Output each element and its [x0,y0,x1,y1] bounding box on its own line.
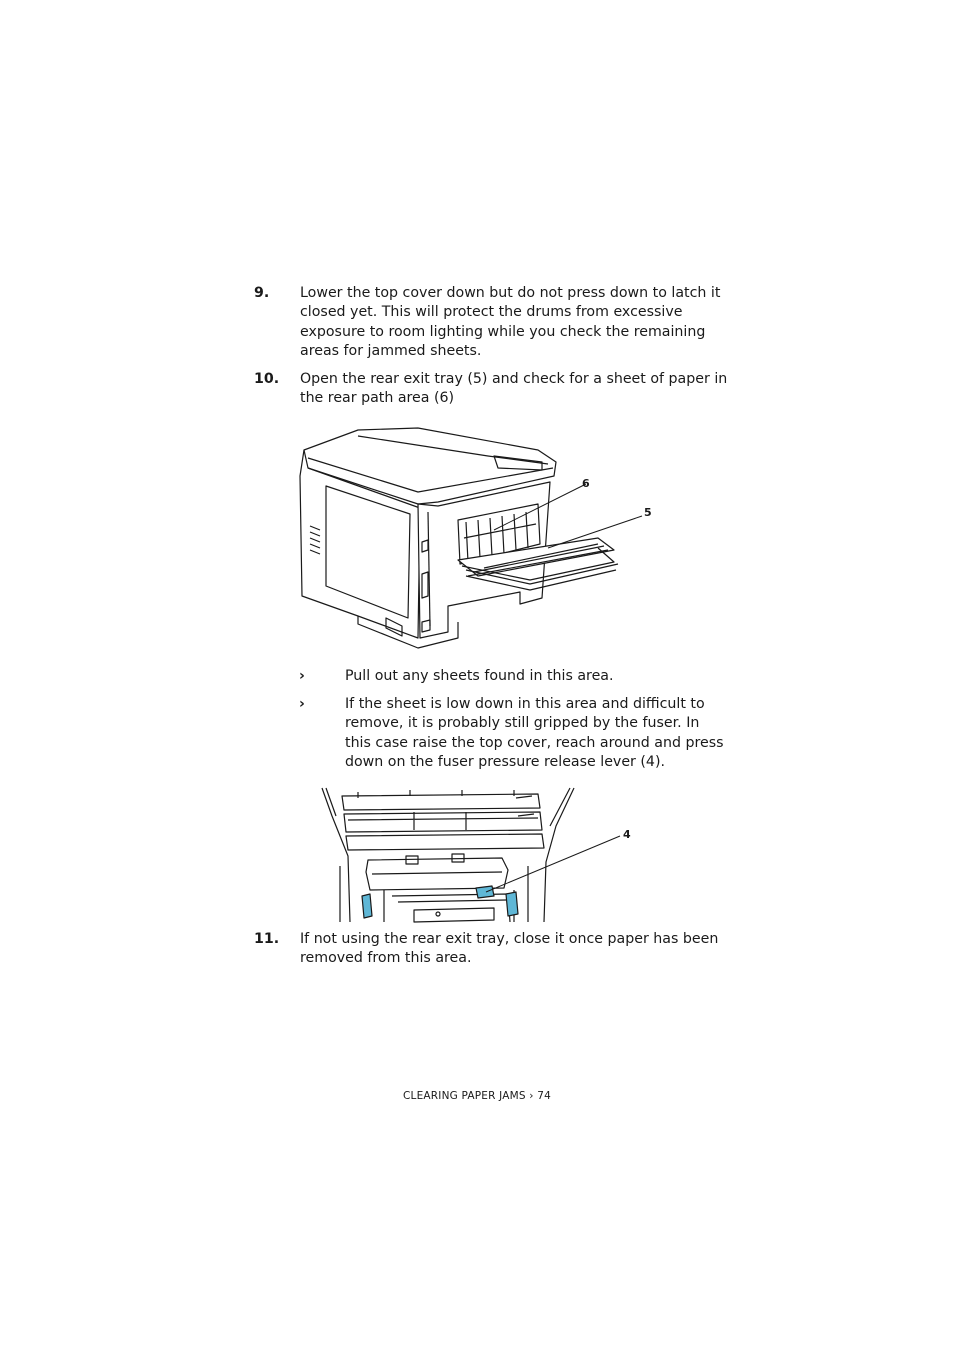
callout-release-lever: 4 [623,828,631,841]
bullet-text: If the sheet is low down in this area and difficult to remove, it is probably still gripped by the fuser. In this case raise the top cover, reach around and press down on the fuser pressure release lever (4). [345,696,724,770]
fuser-lever-illustration [318,786,638,924]
step-text: If not using the rear exit tray, close it once paper has been removed from this area. [300,931,719,967]
bullet-mark: › [299,668,305,684]
page-footer: CLEARING PAPER JAMS › 74 [402,1090,552,1102]
step-text: Lower the top cover down but do not press down to latch it closed yet. This will protect the drums from excessive exposure to room lighting while you check the remaining areas for jammed sheets. [300,285,721,359]
bullet-mark: › [299,696,305,712]
step-number: 11. [254,931,280,947]
printer-rear-illustration [298,426,658,656]
step-number: 9. [254,285,270,301]
callout-rear-path: 6 [582,477,590,490]
step-text: Open the rear exit tray (5) and check for a sheet of paper in the rear path area (6) [300,371,728,407]
callout-exit-tray: 5 [644,506,652,519]
step-number: 10. [254,371,280,387]
bullet-text: Pull out any sheets found in this area. [345,668,614,684]
